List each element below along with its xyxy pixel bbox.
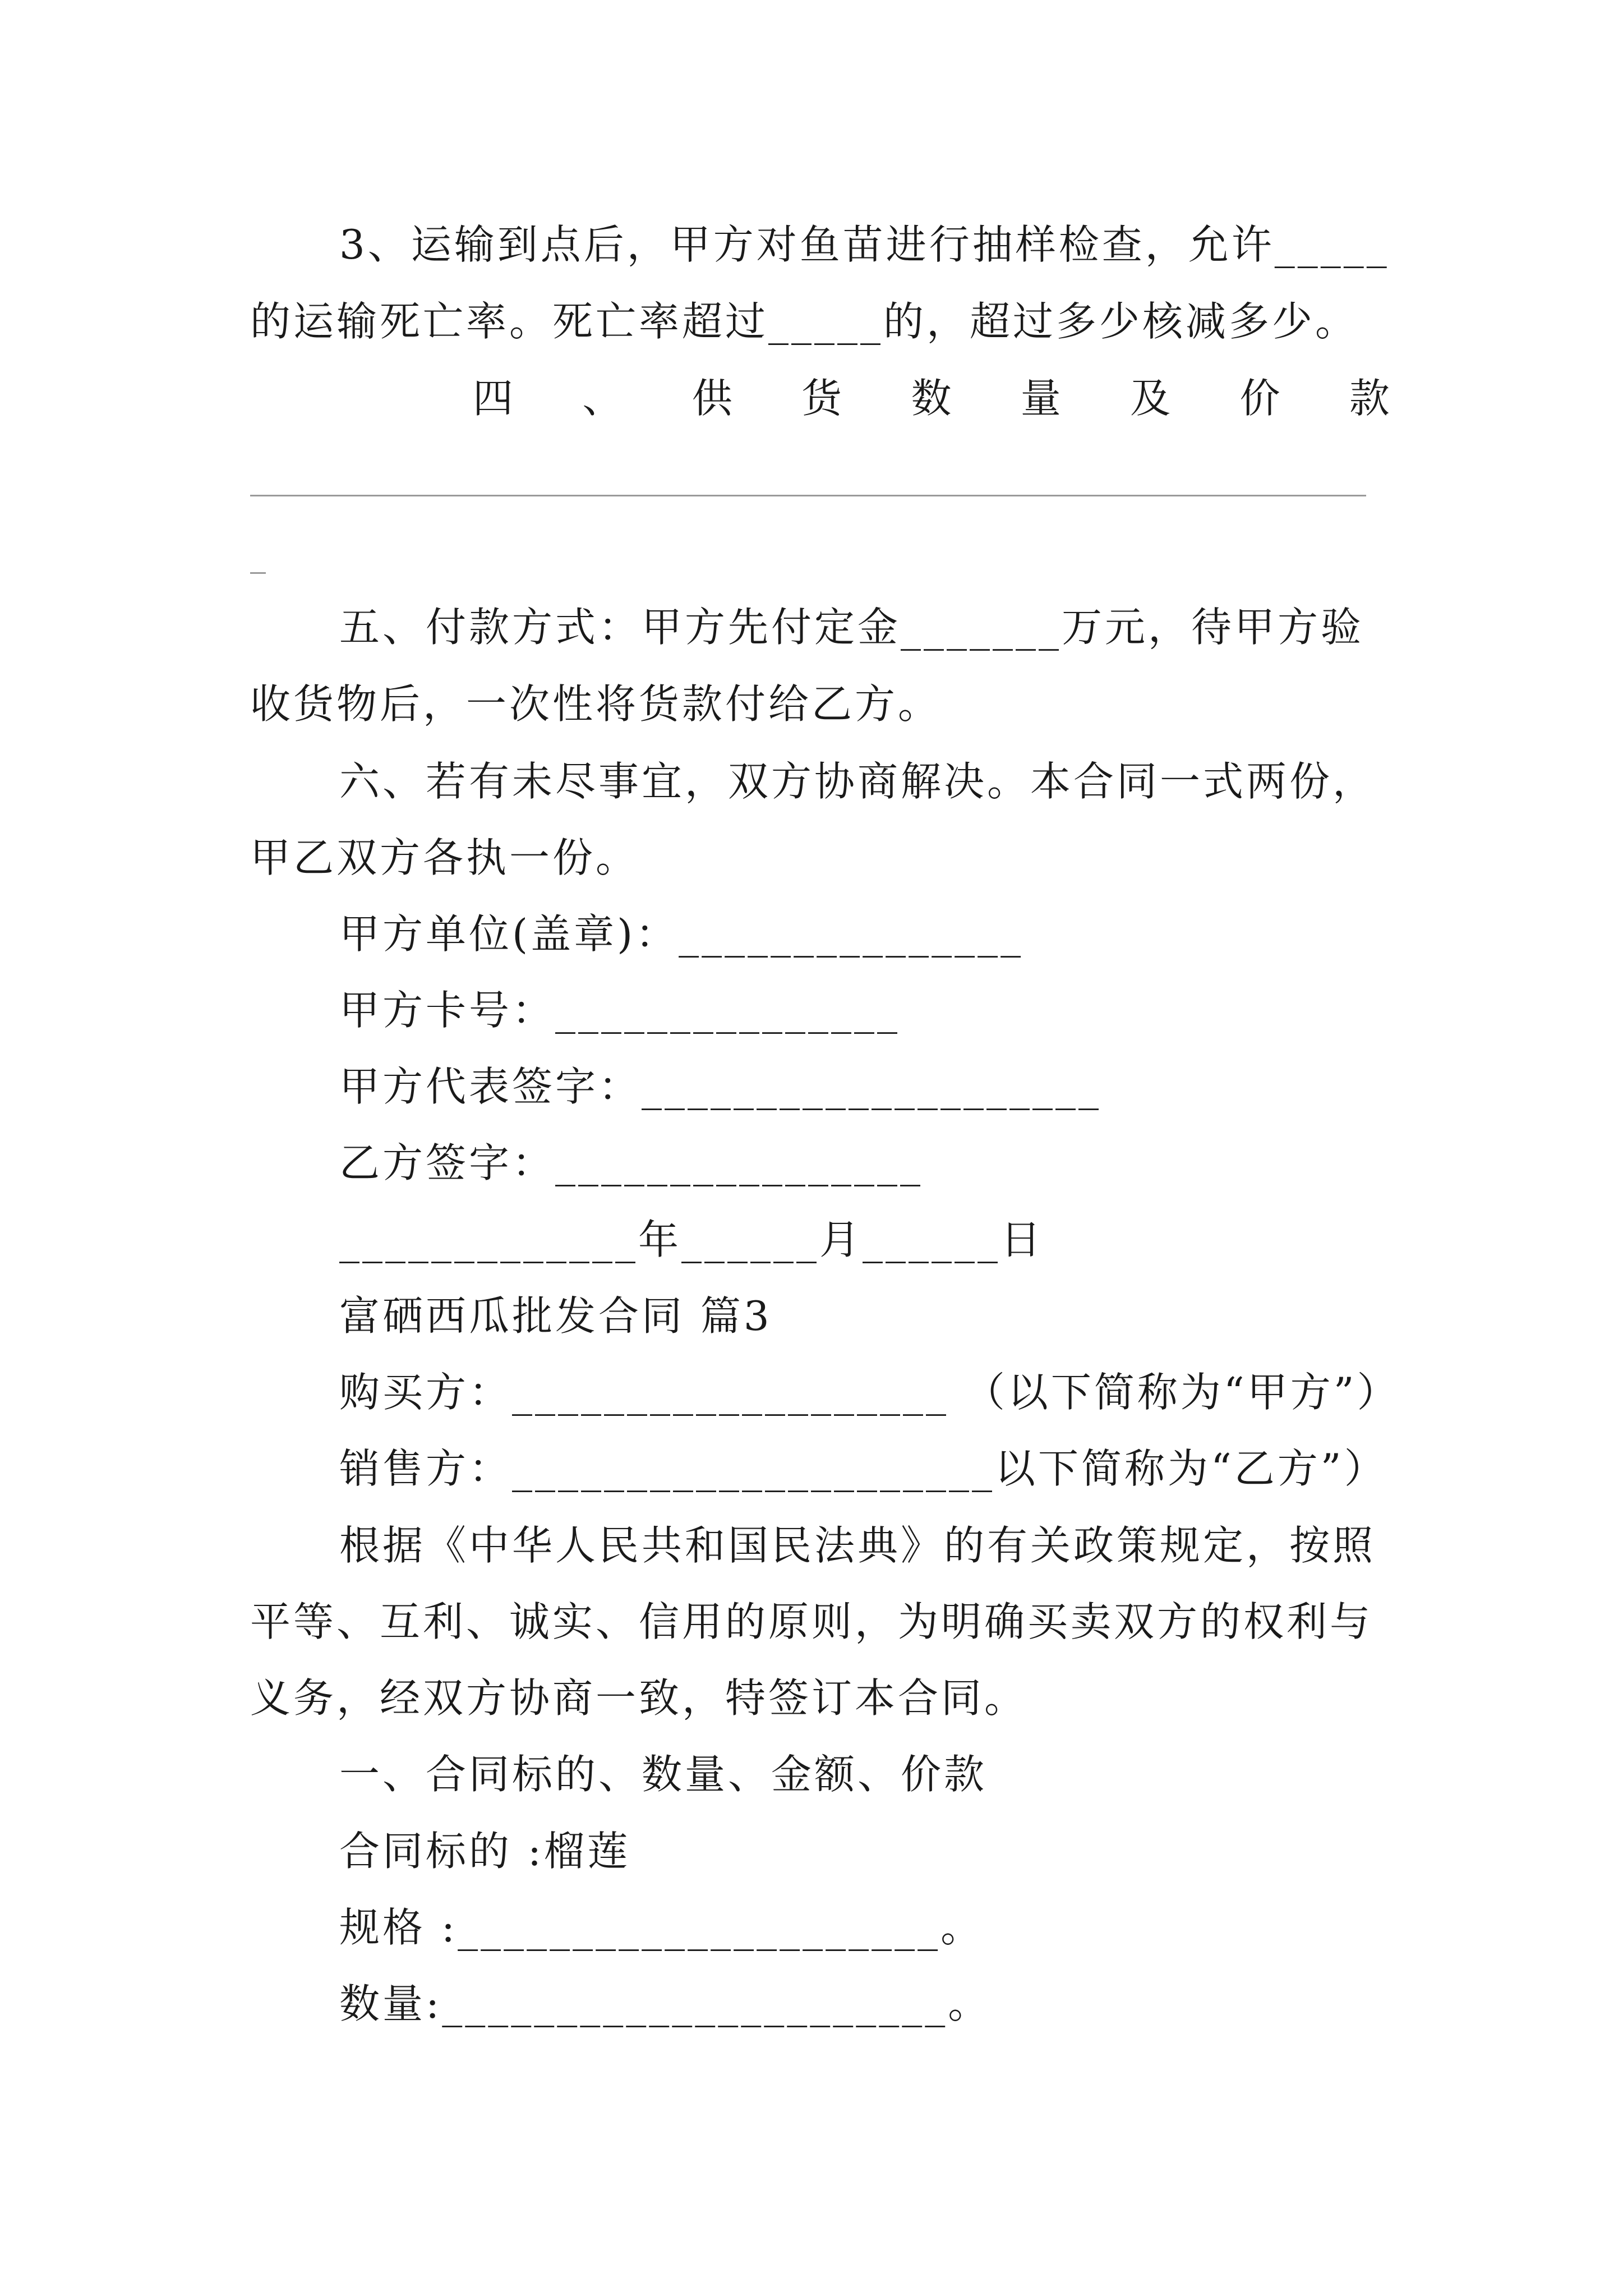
- preamble-line2: 平等、互利、诚实、信用的原则，为明确买卖双方的权利与: [250, 1598, 1373, 1645]
- party-a-rep-field: 甲方代表签字：____________________: [339, 1063, 1102, 1110]
- blank-fill-rule: [250, 495, 1366, 496]
- heading4-char: 四: [473, 375, 514, 422]
- quantity-field: 数量:______________________。: [339, 1980, 992, 2027]
- clause3-line1: 3、运输到点后，甲方对鱼苗进行抽样检查，允许_____: [339, 221, 1390, 268]
- clause6-line2: 甲乙双方各执一份。: [250, 834, 639, 881]
- article1-title: 一、合同标的、数量、金额、价款: [339, 1751, 988, 1798]
- spec-field: 规格 :_____________________。: [339, 1904, 984, 1951]
- blank-fill-stub: [250, 572, 266, 574]
- clause5-line2: 收货物后，一次性将货款付给乙方。: [250, 680, 942, 728]
- clause5-line1: 五、付款方式：甲方先付定金_______万元，待甲方验: [339, 604, 1364, 651]
- party-a-card-field: 甲方卡号：_______________: [339, 987, 901, 1034]
- clause3-line2: 的运输死亡率。死亡率超过_____的，超过多少核减多少。: [250, 298, 1359, 345]
- heading4-char: 价: [1239, 375, 1280, 422]
- heading4-char: 货: [801, 375, 842, 422]
- heading4-char: 及: [1130, 375, 1171, 422]
- preamble-line3: 义务，经双方协商一致，特签订本合同。: [250, 1674, 1028, 1722]
- section-title: 富硒西瓜批发合同 篇3: [339, 1292, 772, 1340]
- heading4-char: 、: [582, 375, 623, 422]
- heading-section4: [473, 371, 1390, 425]
- heading4-char: 供: [691, 375, 732, 422]
- preamble-line1: 根据《中华人民共和国民法典》的有关政策规定，按照: [339, 1522, 1376, 1569]
- buyer-field: 购买方：___________________ （以下简称为“甲方”）: [339, 1369, 1400, 1416]
- date-field: _____________年______月______日: [339, 1216, 1044, 1263]
- party-a-unit-field: 甲方单位(盖章)：_______________: [339, 910, 1024, 958]
- clause6-line1: 六、若有未尽事宜，双方协商解决。本合同一式两份，: [339, 758, 1376, 805]
- heading4-char: 量: [1020, 375, 1061, 422]
- party-b-sign-field: 乙方签字：________________: [339, 1139, 924, 1186]
- subject-field: 合同标的 :榴莲: [339, 1828, 631, 1875]
- heading4-char: 数: [911, 375, 952, 422]
- heading4-char: 款: [1349, 375, 1390, 422]
- seller-field: 销售方：_____________________以下简称为“乙方”）: [339, 1445, 1387, 1492]
